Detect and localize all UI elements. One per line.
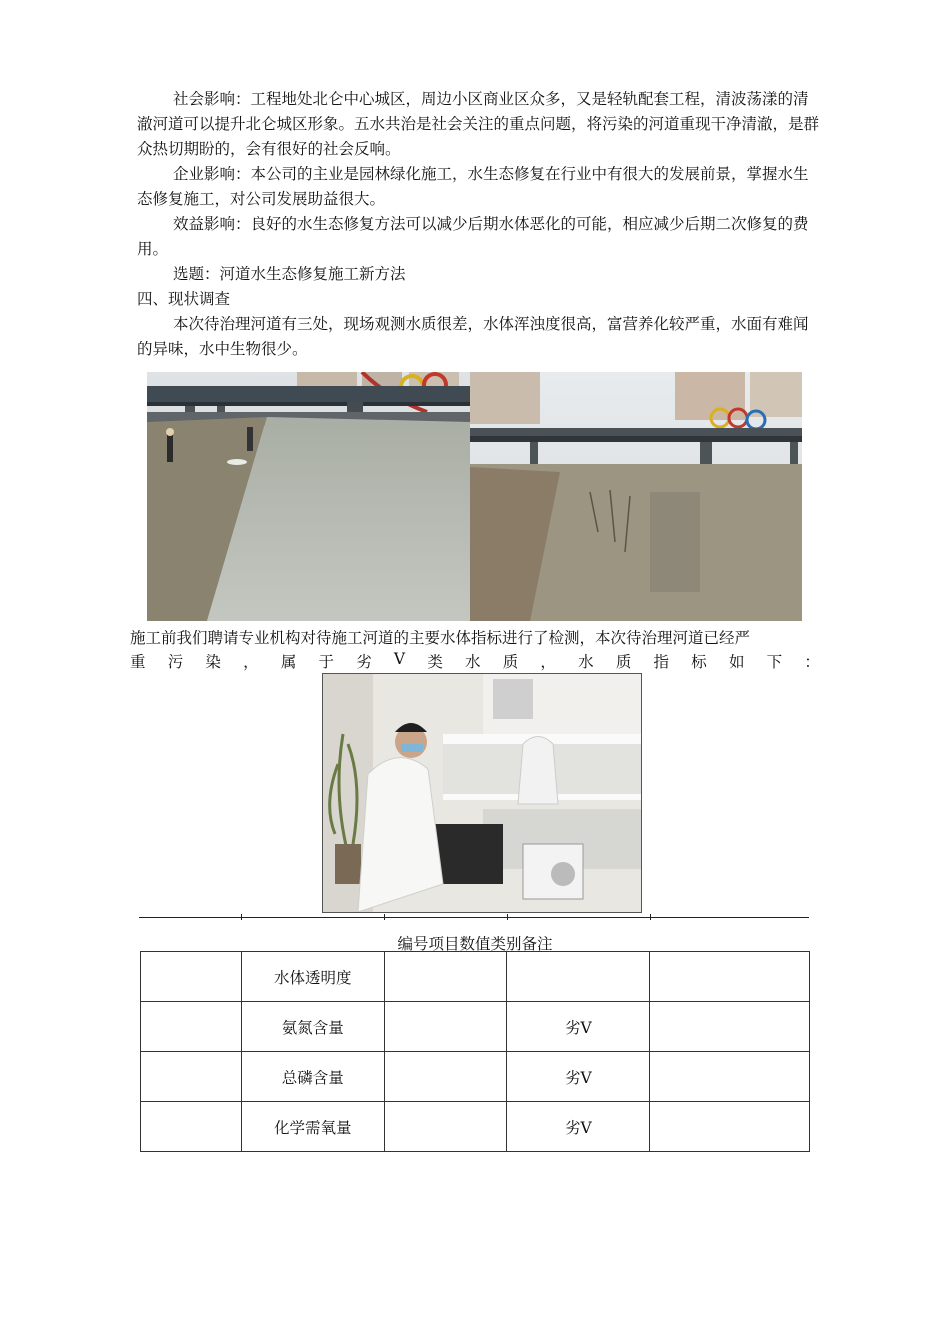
rule-tick bbox=[241, 914, 242, 920]
char: 于 bbox=[318, 653, 335, 671]
char: 水 bbox=[578, 653, 594, 671]
cell-category bbox=[507, 952, 650, 1002]
survey-paragraph: 本次待治理河道有三处，现场观测水质很差，水体浑浊度很高，富营养化较严重，水面有难闻的异味，水中生物很少。 bbox=[137, 315, 809, 358]
table-row bbox=[141, 952, 810, 1002]
cell-number bbox=[141, 1002, 242, 1052]
river-photo-left bbox=[147, 372, 470, 621]
char: 劣 bbox=[356, 653, 372, 671]
rule-tick bbox=[384, 914, 385, 920]
cell-remark bbox=[650, 1002, 810, 1052]
table-row bbox=[141, 1102, 810, 1152]
cell-value bbox=[384, 1002, 507, 1052]
char: ： bbox=[804, 653, 820, 671]
cell-item: 化学需氧量 bbox=[241, 1102, 384, 1152]
cell-value bbox=[384, 1102, 507, 1152]
char: 质 bbox=[502, 653, 519, 671]
char: V bbox=[393, 650, 406, 668]
cell-item: 总磷含量 bbox=[241, 1052, 384, 1102]
enterprise-impact-paragraph: 企业影响：本公司的主业是园林绿化施工，水生态修复在行业中有很大的发展前景，掌握水生态修复施工，对公司发展助益很大。 bbox=[137, 165, 809, 208]
cell-number bbox=[141, 1102, 242, 1152]
char: 水 bbox=[465, 653, 481, 671]
cell-value bbox=[384, 1052, 507, 1102]
table-title: 编号项目数值类别备注 bbox=[397, 935, 553, 953]
testing-line-1: 施工前我们聘请专业机构对待施工河道的主要水体指标进行了检测，本次待治理河道已经严 bbox=[130, 629, 751, 647]
testing-line-2 bbox=[130, 650, 820, 672]
char: 标 bbox=[691, 653, 707, 671]
char: 指 bbox=[653, 653, 670, 671]
table-top-rule bbox=[139, 917, 809, 918]
cell-number bbox=[141, 952, 242, 1002]
table-row bbox=[141, 1052, 810, 1102]
char: 重 bbox=[130, 653, 146, 671]
char: 如 bbox=[728, 653, 745, 671]
char: 下 bbox=[766, 653, 783, 671]
benefit-impact-paragraph: 效益影响：良好的水生态修复方法可以减少后期水体恶化的可能，相应减少后期二次修复的费用。 bbox=[137, 215, 809, 258]
cell-remark bbox=[650, 1102, 810, 1152]
char: 质 bbox=[615, 653, 632, 671]
water-quality-table bbox=[140, 951, 810, 1152]
char: 染 bbox=[205, 653, 221, 671]
cell-remark bbox=[650, 952, 810, 1002]
cell-category: 劣V bbox=[507, 1002, 650, 1052]
cell-category: 劣V bbox=[507, 1052, 650, 1102]
char: 属 bbox=[280, 653, 297, 671]
cell-category: 劣V bbox=[507, 1102, 650, 1152]
rule-tick bbox=[507, 914, 508, 920]
char: 类 bbox=[427, 653, 443, 671]
social-impact-paragraph: 社会影响：工程地处北仑中心城区，周边小区商业区众多，又是轻轨配套工程，清波荡漾的清澈河道可以提升北仑城区形象。五水共治是社会关注的重点问题，将污染的河道重现干净清澈，是群众热切期盼的，会有很好的社会反响。 bbox=[137, 90, 820, 158]
cell-remark bbox=[650, 1052, 810, 1102]
cell-item: 氨氮含量 bbox=[241, 1002, 384, 1052]
cell-number bbox=[141, 1052, 242, 1102]
lab-photo bbox=[322, 673, 642, 913]
topic-line: 选题：河道水生态修复施工新方法 bbox=[173, 265, 406, 283]
char: ， bbox=[540, 653, 556, 671]
table-row bbox=[141, 1002, 810, 1052]
river-photo-right bbox=[470, 372, 802, 621]
section-heading: 四、现状调查 bbox=[137, 290, 231, 308]
char: ， bbox=[243, 653, 259, 671]
char: 污 bbox=[167, 653, 184, 671]
rule-tick bbox=[650, 914, 651, 920]
cell-value bbox=[384, 952, 507, 1002]
cell-item: 水体透明度 bbox=[241, 952, 384, 1002]
